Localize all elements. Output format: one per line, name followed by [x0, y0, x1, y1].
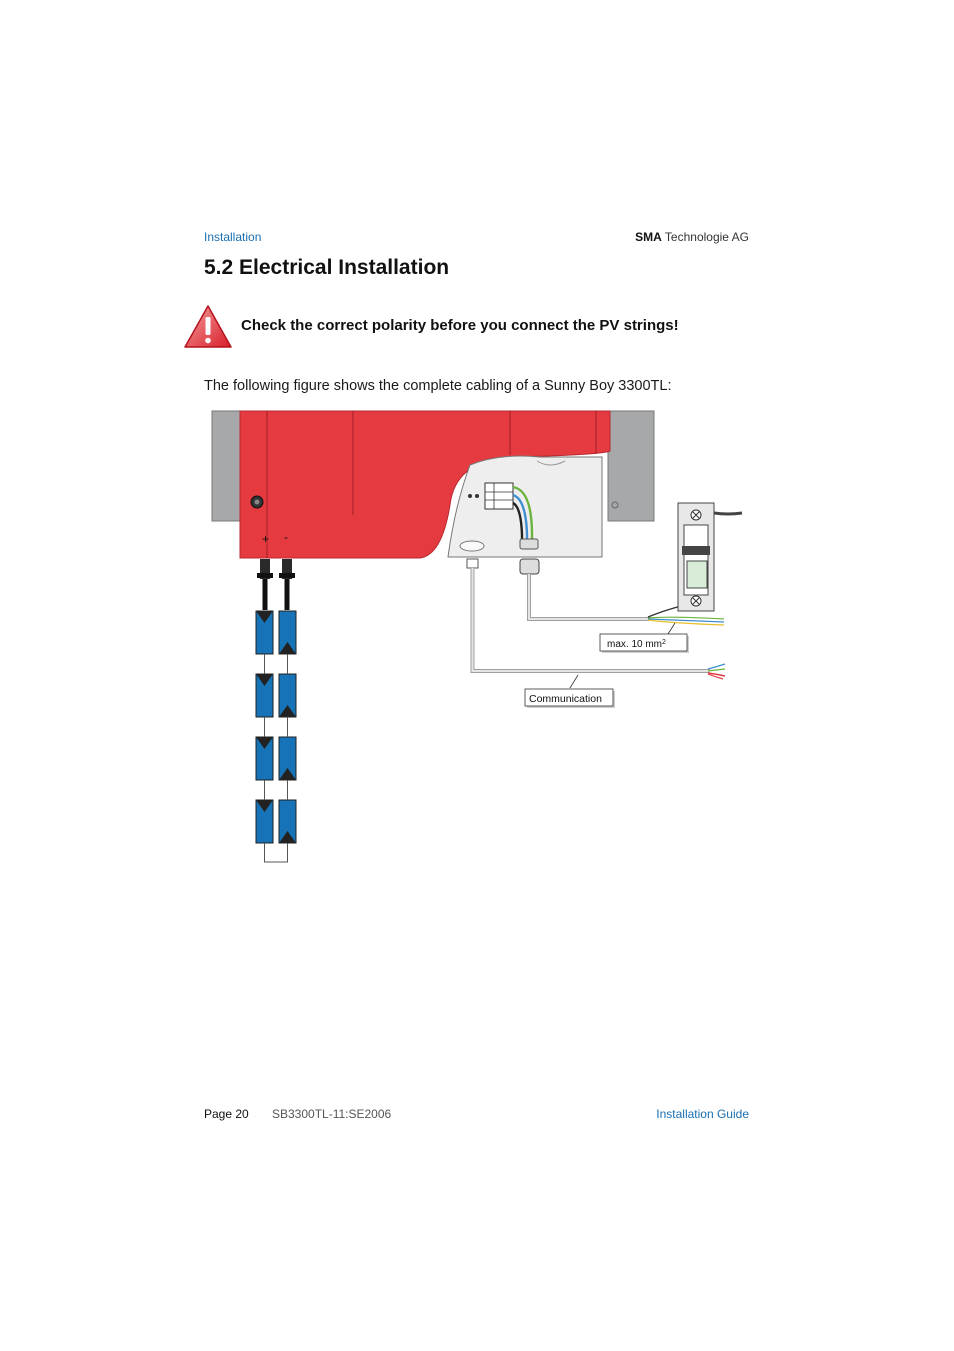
- warning-text: Check the correct polarity before you connect the PV strings!: [241, 317, 679, 334]
- plus-label: +: [262, 532, 270, 546]
- running-header-company: [635, 230, 749, 244]
- running-header-section: Installation: [204, 230, 262, 244]
- section-heading: 5.2 Electrical Installation: [204, 256, 450, 279]
- minus-label: -: [284, 530, 288, 544]
- cable-gland: [520, 539, 538, 549]
- comm-cable-gland: [467, 559, 478, 568]
- ac-terminal-block: [485, 483, 513, 509]
- intro-paragraph: The following figure shows the complete cabling of a Sunny Boy 3300TL:: [204, 378, 672, 394]
- company-bold: SMA: [635, 230, 662, 244]
- ac-cable: [529, 574, 650, 619]
- ac-cable-gland: [520, 559, 539, 574]
- cable-size-sup: 2: [662, 639, 666, 646]
- warning-triangle-icon: [183, 304, 233, 350]
- wall-plate-left: [212, 411, 240, 521]
- cabling-figure: [180, 405, 750, 875]
- footer-guide-title: Installation Guide: [656, 1107, 749, 1121]
- cable-size-label: max. 10 $mm^2$: [607, 639, 666, 650]
- wall-plate-right: [608, 411, 654, 521]
- company-rest: Technologie AG: [661, 230, 749, 244]
- footer-page-number: Page 20: [204, 1107, 249, 1121]
- circuit-breaker: [678, 503, 714, 611]
- communication-label: Communication: [529, 693, 602, 705]
- footer-doc-id: SB3300TL-11:SE2006: [272, 1107, 392, 1121]
